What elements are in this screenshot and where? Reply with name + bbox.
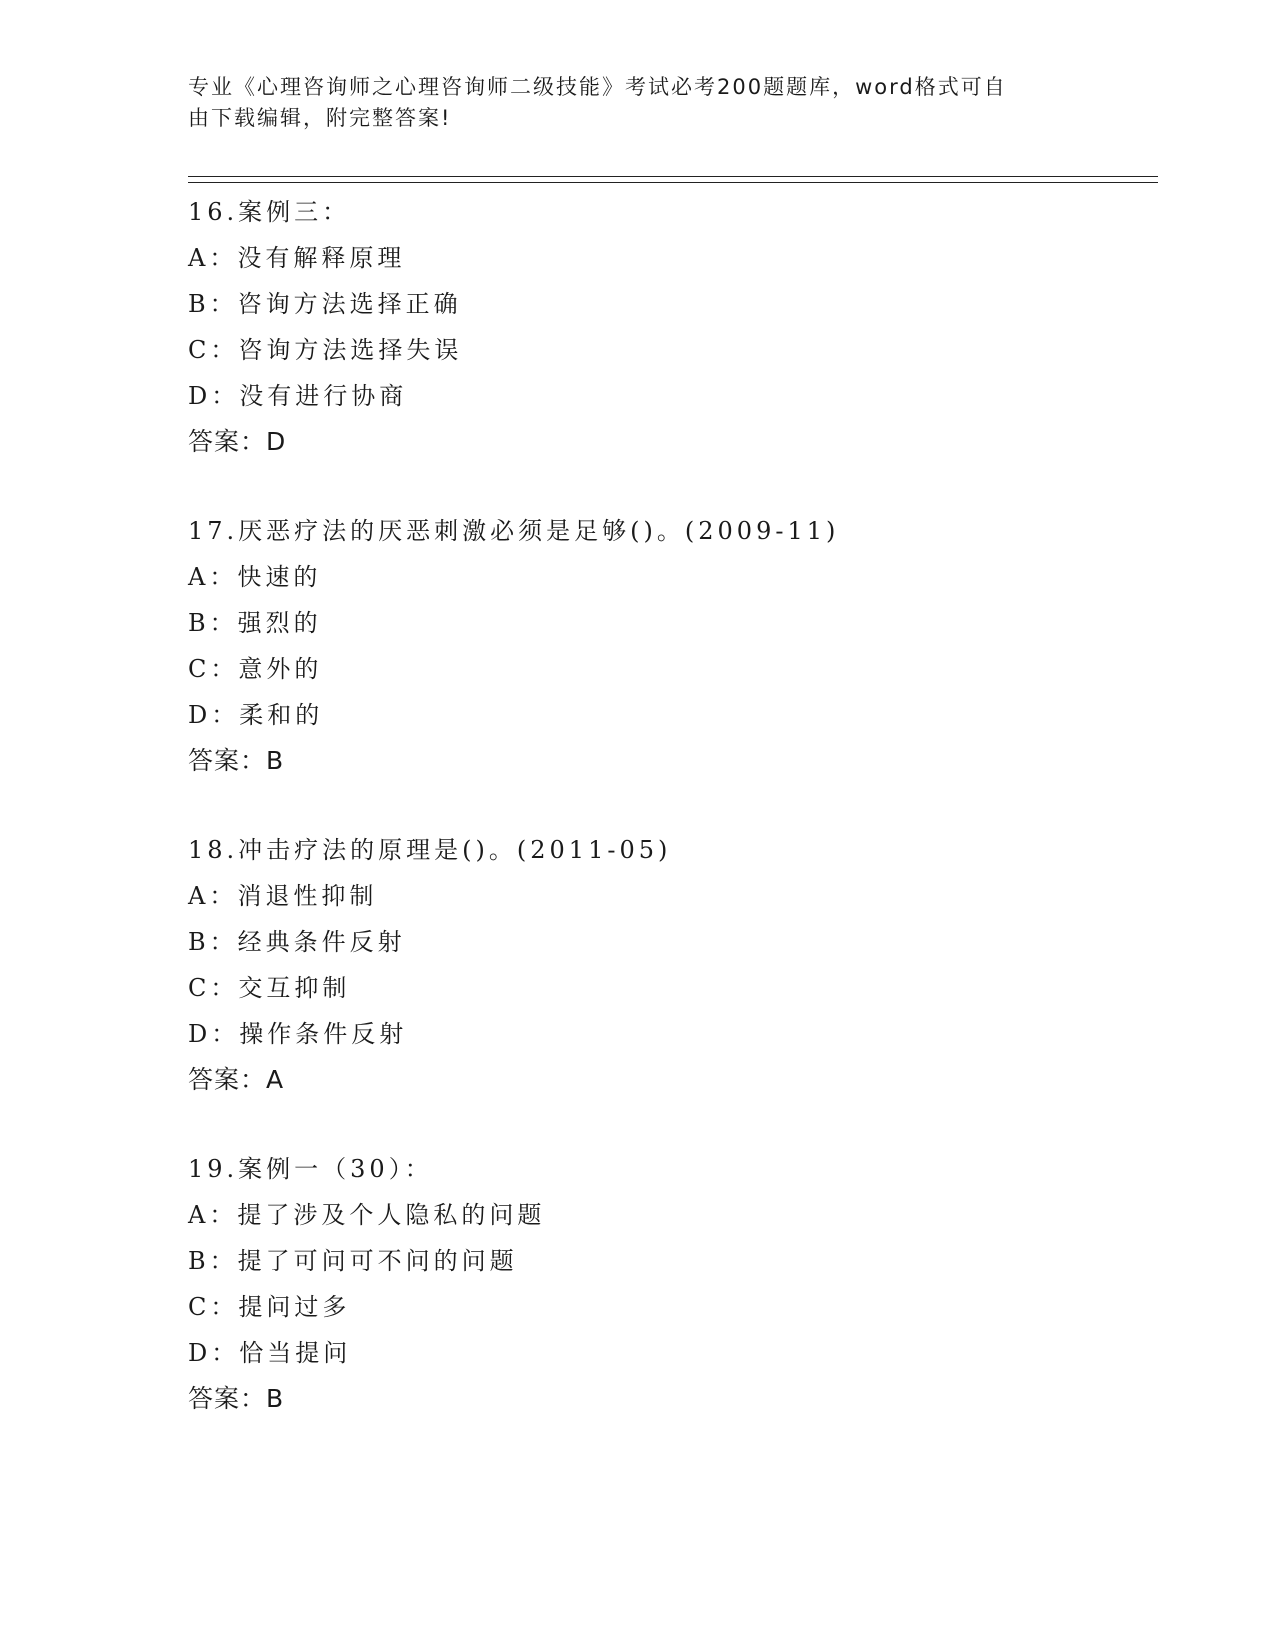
option-a: A：提了涉及个人隐私的问题	[188, 1201, 546, 1229]
option-b: B：经典条件反射	[188, 928, 406, 956]
option-d: D：没有进行协商	[188, 382, 408, 410]
option-a: A：快速的	[188, 563, 322, 591]
header-line-2: 由下载编辑，附完整答案!	[188, 106, 452, 130]
header-divider-bottom	[188, 182, 1158, 183]
option-b: B：咨询方法选择正确	[188, 290, 462, 318]
option-c: C：咨询方法选择失误	[188, 336, 463, 364]
question-19	[188, 1146, 1148, 1422]
answer-label: 答案：B	[188, 746, 285, 775]
question-18	[188, 827, 1148, 1103]
option-a: A：没有解释原理	[188, 244, 406, 272]
question-list	[188, 189, 1148, 1422]
header-divider-top	[188, 176, 1158, 177]
question-stem: 18.冲击疗法的原理是()。(2011-05)	[188, 836, 672, 864]
answer-label: 答案：A	[188, 1065, 285, 1094]
question-stem: 16.案例三：	[188, 198, 351, 226]
answer-label: 答案：D	[188, 427, 287, 456]
option-d: D：恰当提问	[188, 1339, 352, 1367]
option-b: B：提了可问可不问的问题	[188, 1247, 518, 1275]
answer-label: 答案：B	[188, 1384, 285, 1413]
option-b: B：强烈的	[188, 609, 322, 637]
option-c: C：意外的	[188, 655, 323, 683]
option-c: C：提问过多	[188, 1293, 351, 1321]
header-line-1: 专业《心理咨询师之心理咨询师二级技能》考试必考200题题库，word格式可自	[188, 75, 1007, 99]
option-d: D：柔和的	[188, 701, 324, 729]
question-17	[188, 508, 1148, 784]
document-header	[188, 72, 1068, 134]
question-stem: 17.厌恶疗法的厌恶刺激必须是足够()。(2009-11)	[188, 517, 840, 545]
option-a: A：消退性抑制	[188, 882, 378, 910]
option-d: D：操作条件反射	[188, 1020, 408, 1048]
option-c: C：交互抑制	[188, 974, 351, 1002]
question-stem: 19.案例一（30）：	[188, 1155, 433, 1183]
question-16	[188, 189, 1148, 465]
